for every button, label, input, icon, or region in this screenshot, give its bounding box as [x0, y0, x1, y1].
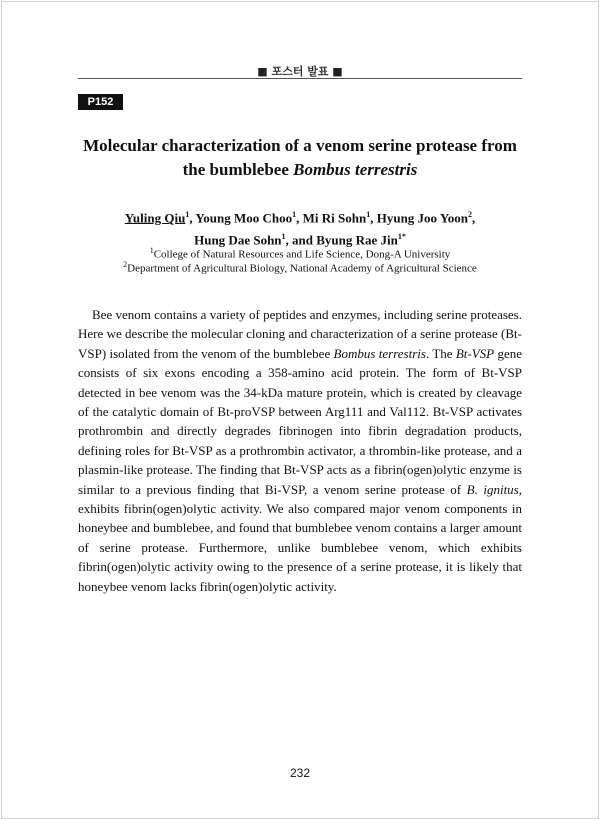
author-sep: , — [189, 210, 196, 226]
abstract-text: . The — [425, 345, 456, 361]
gene-name: Bt-VSP — [455, 345, 495, 361]
title-species: Bombus terrestris — [293, 160, 418, 179]
author-affil-mark: 1 — [366, 210, 371, 219]
title-main: Molecular characterization of a venom serine protease from the bumblebee — [83, 136, 517, 179]
author-sep: , and — [285, 232, 317, 248]
abstract-paragraph — [78, 305, 522, 596]
page-number: 232 — [289, 766, 311, 780]
author-sep: , — [370, 210, 377, 226]
author-sep: , — [472, 210, 476, 226]
author-affil-mark: 1 — [185, 210, 190, 219]
author-affil-mark: 2 — [468, 210, 473, 219]
affiliation-2 — [60, 258, 540, 276]
author-sep: , — [296, 210, 303, 226]
affiliation-text: Department of Agricultural Biology, National Academy of Agricultural Science — [127, 262, 477, 275]
author-affil-mark: 1 — [281, 232, 286, 242]
author-name: Mi Ri Sohn — [302, 210, 367, 226]
affiliation-text: College of Natural Resources and Life Science, Dong-A University — [153, 248, 451, 261]
author-name: Hung Dae Sohn — [194, 232, 282, 248]
abstract-text: , exhibits fibrin(ogen)olytic activity. We also compared major venom components in honeybee and bumblebee, and found that bumblebee venom contains a larger amount of serine protease. Furthermore, unlike bumblebee venom, which exhibits fibrin(ogen)olytic activity owing to the presence of a serine protease, it is likely that honeybee venom lacks fibrin(ogen)olytic activity. — [78, 481, 522, 594]
species-name: B. ignitus — [466, 481, 519, 497]
section-header: ■ 포스터 발표 ■ — [257, 65, 343, 78]
abstract-text: Bee venom contains a variety of peptides and enzymes, including serine proteases. Here we describe the molecular cloning and characterization of a serine protease (Bt-VSP) isolated from the venom of the bumblebee — [78, 307, 522, 361]
author-list — [78, 205, 522, 250]
author-affil-mark: 1* — [397, 232, 406, 242]
author-name: Byung Rae Jin — [316, 232, 398, 248]
abstract-text: gene consists of six exons encoding a 358-amino acid protein. The form of Bt-VSP detected in bee venom was the 34-kDa mature protein, which is created by cleavage of the catalytic domain of Bt-proVSP between Arg111 and Val112. Bt-VSP activates prothrombin and directly degrades fibrinogen into fibrin degradation products, defining roles for Bt-VSP as a prothrombin activator, a thrombin-like protease, and a plasmin-like protease. The finding that Bt-VSP acts as a fibrin(ogen)olytic enzyme is similar to a previous finding that Bi-VSP, a venom serine protease of — [78, 345, 522, 497]
paper-title — [78, 134, 522, 182]
affiliation-mark: 2 — [123, 260, 128, 269]
author-name: Hyung Joo Yoon — [376, 210, 469, 226]
species-name: Bombus terrestris — [333, 345, 426, 361]
author-name: Young Moo Choo — [195, 210, 293, 226]
author-affil-mark: 1 — [292, 210, 297, 219]
header-rule — [78, 78, 522, 79]
poster-id-badge: P152 — [78, 94, 123, 110]
affiliation-mark: 1 — [149, 246, 154, 255]
author-name: Yuling Qiu — [124, 210, 186, 226]
